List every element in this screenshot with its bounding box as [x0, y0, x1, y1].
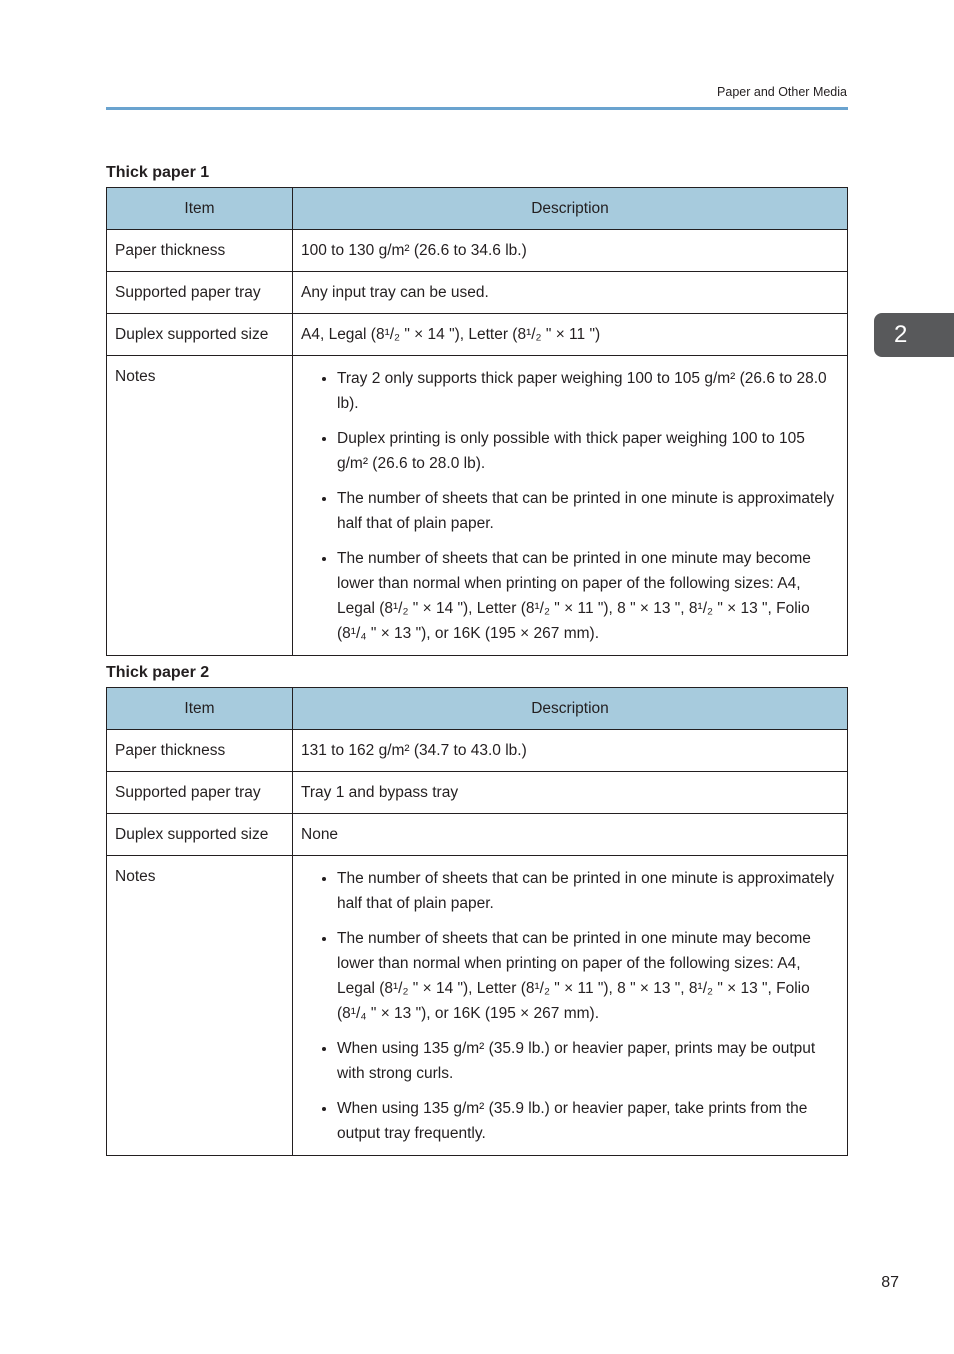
notes-list	[301, 366, 839, 646]
notes-list	[301, 866, 839, 1146]
section-title-thick-paper-2: Thick paper 2	[106, 664, 210, 681]
row-description: Any input tray can be used.	[293, 272, 848, 314]
table-header-row	[107, 188, 848, 230]
row-item: Duplex supported size	[107, 814, 293, 856]
column-header-description: Description	[293, 188, 848, 230]
column-header-description: Description	[293, 688, 848, 730]
notes-cell	[293, 856, 848, 1156]
thick-paper-2-table	[106, 687, 848, 1156]
row-item: Paper thickness	[107, 230, 293, 272]
chapter-number: 2	[894, 321, 908, 348]
table-row	[107, 730, 848, 772]
section-title-thick-paper-1: Thick paper 1	[106, 164, 210, 181]
row-item: Notes	[107, 856, 293, 1156]
note-item: • When using 135 g/m² (35.9 lb.) or heavier paper, prints may be output with strong curls.	[337, 1036, 839, 1086]
table-row	[107, 314, 848, 356]
row-description: 100 to 130 g/m² (26.6 to 34.6 lb.)	[293, 230, 848, 272]
row-item: Supported paper tray	[107, 272, 293, 314]
table-row	[107, 272, 848, 314]
note-item: • The number of sheets that can be printed in one minute may become lower than normal when printing on paper of the following sizes: A4, Legal (8¹/₂ " × 14 "), Letter (8¹/₂ " × 11 "), 8 " × 13 ", 8¹/₂ " × 13 ", Folio (8¹/₄ " × 13 "), or 16K (195 × 267 mm).	[337, 926, 839, 1026]
row-description: Tray 1 and bypass tray	[293, 772, 848, 814]
table-header-row	[107, 688, 848, 730]
note-item: • The number of sheets that can be printed in one minute may become lower than normal when printing on paper of the following sizes: A4, Legal (8¹/₂ " × 14 "), Letter (8¹/₂ " × 11 "), 8 " × 13 ", 8¹/₂ " × 13 ", Folio (8¹/₄ " × 13 "), or 16K (195 × 267 mm).	[337, 546, 839, 646]
row-item: Notes	[107, 356, 293, 656]
row-item: Duplex supported size	[107, 314, 293, 356]
table-row-notes	[107, 856, 848, 1156]
row-description: A4, Legal (8¹/₂ " × 14 "), Letter (8¹/₂ " × 11 ")	[293, 314, 848, 356]
note-item: • When using 135 g/m² (35.9 lb.) or heavier paper, take prints from the output tray frequently.	[337, 1096, 839, 1146]
note-item: • The number of sheets that can be printed in one minute is approximately half that of plain paper.	[337, 486, 839, 536]
column-header-item: Item	[107, 188, 293, 230]
header-rule	[106, 107, 848, 110]
notes-cell	[293, 356, 848, 656]
column-header-item: Item	[107, 688, 293, 730]
row-item: Supported paper tray	[107, 772, 293, 814]
table-row-notes	[107, 356, 848, 656]
table-row	[107, 772, 848, 814]
thick-paper-1-table	[106, 187, 848, 656]
note-item: • Duplex printing is only possible with thick paper weighing 100 to 105 g/m² (26.6 to 28.0 lb).	[337, 426, 839, 476]
note-item: • Tray 2 only supports thick paper weighing 100 to 105 g/m² (26.6 to 28.0 lb).	[337, 366, 839, 416]
row-description: 131 to 162 g/m² (34.7 to 43.0 lb.)	[293, 730, 848, 772]
running-header-title: Paper and Other Media	[717, 85, 847, 99]
row-description: None	[293, 814, 848, 856]
table-row	[107, 230, 848, 272]
page-number: 87	[881, 1274, 899, 1291]
table-row	[107, 814, 848, 856]
note-item: • The number of sheets that can be printed in one minute is approximately half that of plain paper.	[337, 866, 839, 916]
chapter-tab	[874, 313, 954, 357]
row-item: Paper thickness	[107, 730, 293, 772]
